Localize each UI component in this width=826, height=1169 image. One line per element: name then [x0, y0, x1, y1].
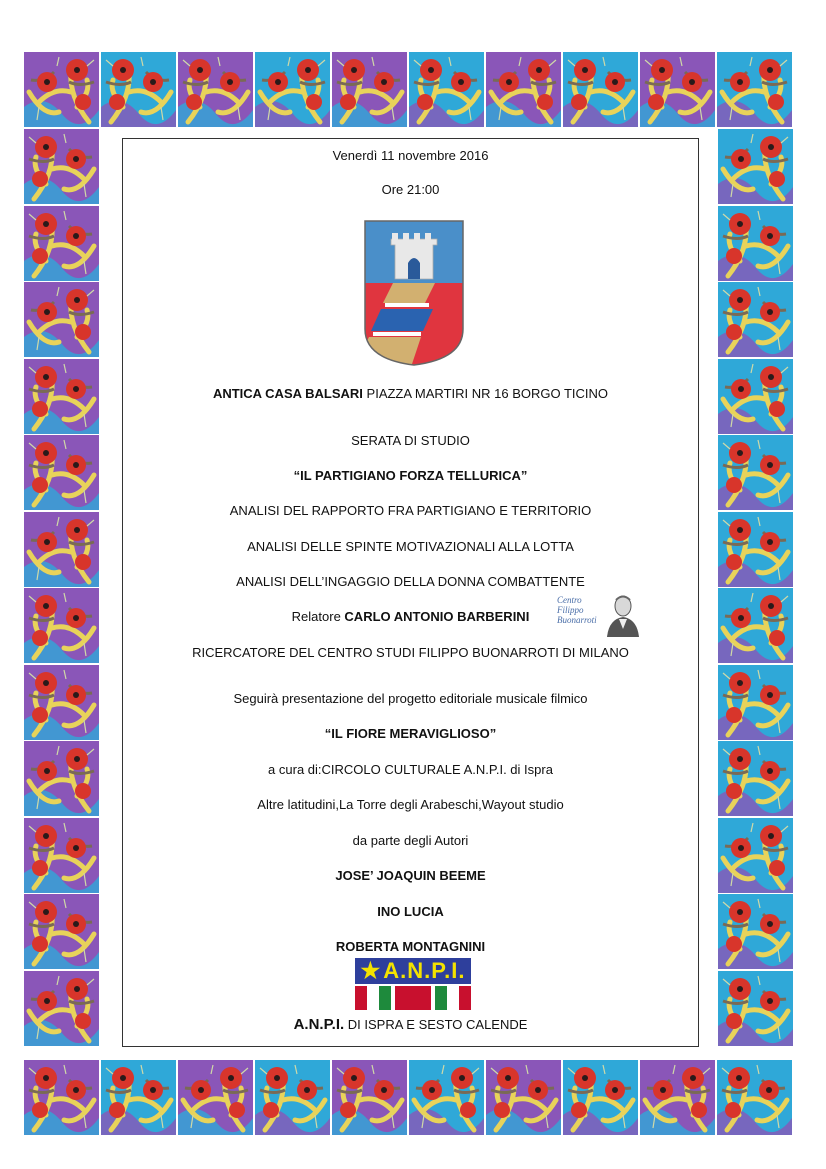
- poppy-tile: [24, 52, 99, 127]
- poppy-tile: [178, 52, 253, 127]
- footer-org-rest: DI ISPRA E SESTO CALENDE: [344, 1017, 528, 1032]
- poppy-tile: [717, 1060, 792, 1135]
- poppy-tile: [332, 52, 407, 127]
- logo-text-line: Buonarroti: [557, 615, 597, 625]
- poppy-tile: [718, 129, 793, 204]
- poppy-tile: [563, 1060, 638, 1135]
- presentation-intro: Seguirà presentazione del progetto editoriale musicale filmico: [233, 691, 588, 706]
- poppy-tile: [24, 359, 99, 434]
- presentation-title: “IL FIORE MERAVIGLIOSO”: [324, 726, 497, 741]
- speaker-role: RICERCATORE DEL CENTRO STUDI FILIPPO BUONARROTI DI MILANO: [192, 645, 629, 660]
- poppy-tile: [718, 818, 793, 893]
- logo-text-line: Filippo: [557, 605, 584, 615]
- poppy-tile: [718, 971, 793, 1046]
- event-time: Ore 21:00: [381, 182, 440, 197]
- poppy-tile: [563, 52, 638, 127]
- poppy-tile: [718, 359, 793, 434]
- red-flag-icon: [395, 986, 431, 1010]
- poppy-tile: [409, 52, 484, 127]
- buonarroti-logo: [557, 591, 647, 637]
- poppy-tile: [717, 52, 792, 127]
- poppy-tile: [24, 971, 99, 1046]
- program-title: “IL PARTIGIANO FORZA TELLURICA”: [293, 468, 528, 483]
- poppy-tile: [718, 282, 793, 357]
- speaker-label: Relatore: [291, 609, 345, 624]
- curated-by: a cura di:CIRCOLO CULTURALE A.N.P.I. di Ispra: [268, 762, 553, 777]
- poppy-tile: [178, 1060, 253, 1135]
- poppy-tile: [24, 435, 99, 510]
- poppy-tile: [640, 1060, 715, 1135]
- poppy-tile: [718, 512, 793, 587]
- poppy-tile: [718, 665, 793, 740]
- footer-org: A.N.P.I.: [293, 1016, 345, 1033]
- author-name: INO LUCIA: [377, 904, 444, 919]
- poppy-tile: [332, 1060, 407, 1135]
- poppy-tile: [101, 52, 176, 127]
- poppy-tile: [486, 52, 561, 127]
- poppy-tile: [24, 512, 99, 587]
- poppy-tile: [486, 1060, 561, 1135]
- poppy-tile: [24, 894, 99, 969]
- poppy-tile: [718, 741, 793, 816]
- logo-text-line: Centro: [557, 595, 582, 605]
- author-name: JOSE’ JOAQUIN BEEME: [335, 868, 486, 883]
- venue-address: PIAZZA MARTIRI NR 16 BORGO TICINO: [362, 386, 609, 401]
- poppy-tile: [718, 588, 793, 663]
- borgo-ticino-crest: [363, 219, 465, 367]
- topic-item: ANALISI DELLE SPINTE MOTIVAZIONALI ALLA LOTTA: [247, 539, 574, 554]
- poppy-tile: [640, 52, 715, 127]
- venue-name: ANTICA CASA BALSARI: [212, 386, 363, 401]
- poppy-tile: [24, 206, 99, 281]
- poppy-tile: [718, 435, 793, 510]
- poppy-tile: [24, 818, 99, 893]
- authors-intro: da parte degli Autori: [352, 833, 469, 848]
- topic-item: ANALISI DEL RAPPORTO FRA PARTIGIANO E TERRITORIO: [229, 503, 592, 518]
- footer-line: [123, 1017, 698, 1033]
- program-type: SERATA DI STUDIO: [351, 433, 470, 448]
- author-name: ROBERTA MONTAGNINI: [335, 939, 486, 954]
- poppy-tile: [24, 665, 99, 740]
- poppy-tile: [718, 894, 793, 969]
- italian-flag-icon: [355, 986, 391, 1010]
- poppy-tile: [24, 741, 99, 816]
- star-icon: ★: [360, 958, 382, 983]
- partners: Altre latitudini,La Torre degli Arabeschi,Wayout studio: [257, 797, 564, 812]
- italian-flag-icon: [435, 986, 471, 1010]
- poppy-tile: [24, 588, 99, 663]
- poppy-tile: [101, 1060, 176, 1135]
- poppy-tile: [255, 1060, 330, 1135]
- poppy-tile: [718, 206, 793, 281]
- flyer-content: [122, 138, 699, 1047]
- poppy-tile: [409, 1060, 484, 1135]
- poppy-tile: [24, 129, 99, 204]
- topic-item: ANALISI DELL’INGAGGIO DELLA DONNA COMBATTENTE: [236, 574, 585, 589]
- speaker-name: CARLO ANTONIO BARBERINI: [344, 609, 530, 624]
- portrait-icon: [603, 591, 641, 637]
- poppy-tile: [255, 52, 330, 127]
- anpi-logo: [355, 958, 471, 1012]
- venue-line: [123, 386, 698, 402]
- event-date: Venerdì 11 novembre 2016: [332, 148, 489, 163]
- poppy-tile: [24, 282, 99, 357]
- poppy-tile: [24, 1060, 99, 1135]
- anpi-logo-text: A.N.P.I.: [383, 958, 466, 983]
